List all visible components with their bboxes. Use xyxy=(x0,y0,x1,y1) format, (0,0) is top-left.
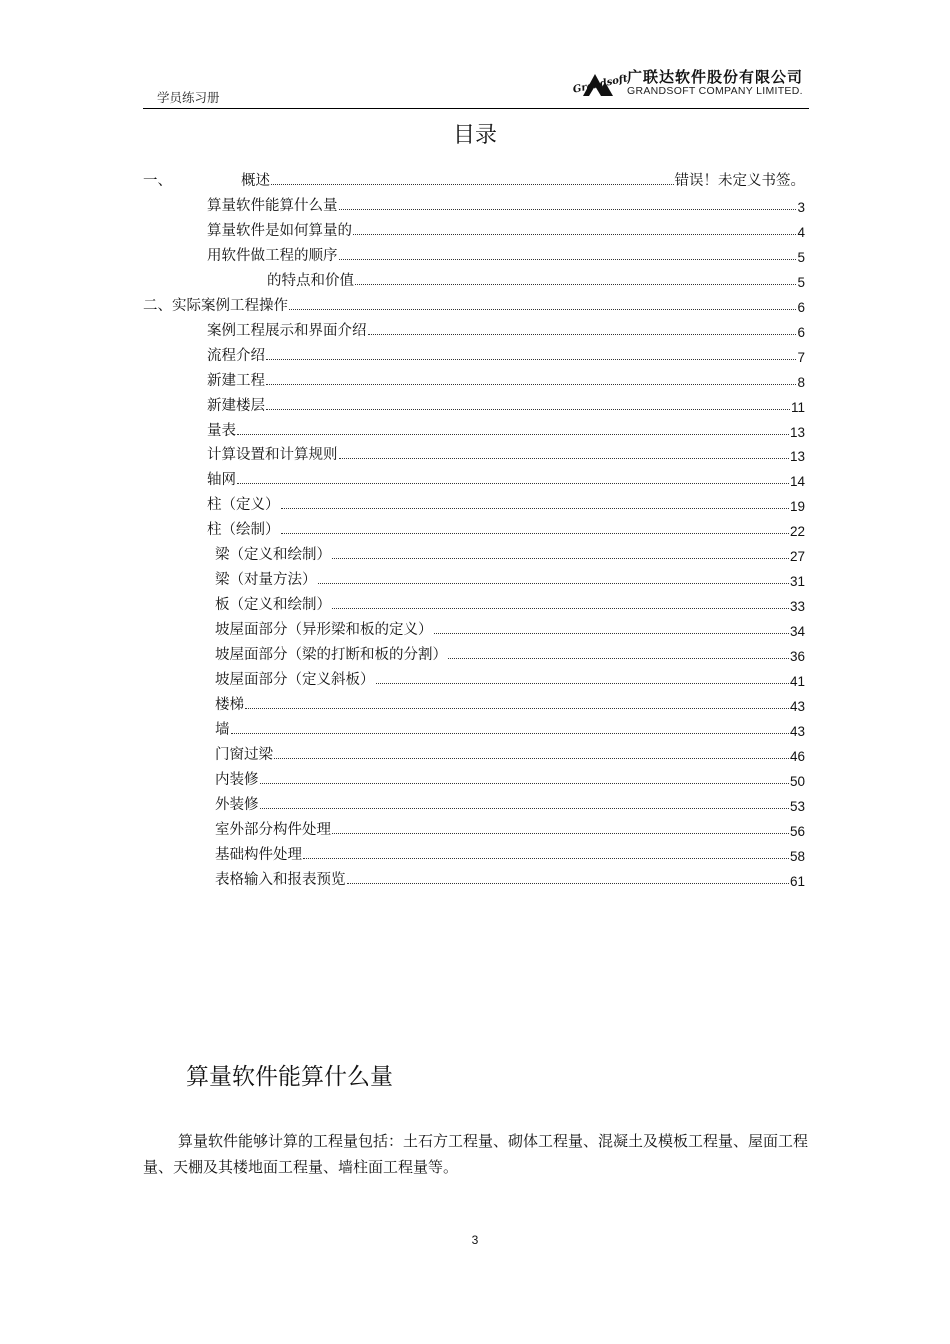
toc-leader-dots xyxy=(353,234,796,235)
toc-entry-label: 梁（定义和绘制） xyxy=(215,547,331,564)
toc-leader-dots xyxy=(318,583,789,584)
toc-entry-label: 新建楼层 xyxy=(207,397,265,414)
toc-leader-dots xyxy=(339,209,797,210)
toc-entry[interactable] xyxy=(215,539,805,564)
toc-entry[interactable] xyxy=(207,315,805,340)
toc-entry-page: 46 xyxy=(789,748,805,764)
toc-entry-number: 一、 xyxy=(143,173,172,189)
toc-entry-label: 算量软件是如何算量的 xyxy=(207,222,352,239)
toc-entry-page: 36 xyxy=(789,649,805,665)
toc-entry-page: 58 xyxy=(789,848,805,864)
page-header xyxy=(143,62,809,109)
toc-leader-dots xyxy=(289,309,796,310)
toc-entry[interactable] xyxy=(143,290,805,315)
toc-entry[interactable] xyxy=(215,614,805,639)
toc-entry-page: 6 xyxy=(797,324,805,340)
toc-leader-dots xyxy=(332,558,789,559)
toc-leader-dots xyxy=(347,883,789,884)
toc-entry[interactable] xyxy=(215,814,805,839)
toc-entry[interactable] xyxy=(215,764,805,789)
toc-leader-dots xyxy=(237,483,789,484)
toc-entry-label: 新建工程 xyxy=(207,372,265,389)
toc-entry-page: 13 xyxy=(789,449,805,465)
toc-leader-dots xyxy=(266,384,796,385)
toc-entry[interactable] xyxy=(215,714,805,739)
toc-leader-dots xyxy=(245,708,789,709)
toc-entry-page: 43 xyxy=(789,723,805,739)
toc-entry-label: 内装修 xyxy=(215,771,259,788)
toc-entry-label: 室外部分构件处理 xyxy=(215,821,331,838)
toc-entry[interactable] xyxy=(207,215,805,240)
toc-entry-label: 柱（定义） xyxy=(207,497,280,514)
toc-leader-dots xyxy=(376,683,789,684)
toc-entry-label: 梁（对量方法） xyxy=(215,572,317,589)
toc-entry-page: 50 xyxy=(789,773,805,789)
toc-entry-label: 坡屋面部分（梁的打断和板的分割） xyxy=(215,647,447,664)
toc-entry-page: 5 xyxy=(797,249,805,265)
toc-leader-dots xyxy=(339,458,789,459)
toc-entry-label: 板（定义和绘制） xyxy=(215,597,331,614)
toc-entry[interactable] xyxy=(215,864,805,889)
toc-entry[interactable] xyxy=(207,464,805,489)
toc-leader-dots xyxy=(266,409,790,410)
toc-leader-dots xyxy=(448,658,789,659)
toc-leader-dots xyxy=(281,508,789,509)
toc-entry-label: 楼梯 xyxy=(215,696,244,713)
toc-entry[interactable] xyxy=(207,365,805,390)
toc-leader-dots xyxy=(237,434,789,435)
toc-entry-page: 41 xyxy=(789,674,805,689)
toc-entry-label: 柱（绘制） xyxy=(207,522,280,539)
toc-entry-page: 6 xyxy=(797,299,805,315)
toc-entry[interactable] xyxy=(143,165,805,190)
toc-leader-dots xyxy=(231,733,789,734)
toc-entry[interactable] xyxy=(215,789,805,814)
body-paragraph: 算量软件能够计算的工程量包括：土石方工程量、砌体工程量、混凝土及模板工程量、屋面工程量、天棚及其楼地面工程量、墙柱面工程量等。 xyxy=(143,1132,809,1176)
toc-entry-label: 坡屋面部分（异形梁和板的定义） xyxy=(215,622,433,639)
toc-entry-page: 7 xyxy=(797,349,805,365)
toc-entry-label: 计算设置和计算规则 xyxy=(207,447,338,464)
grandsoft-logo-icon xyxy=(571,68,629,98)
toc-entry-page: 19 xyxy=(789,499,805,515)
toc-entry[interactable] xyxy=(215,639,805,664)
toc-leader-dots xyxy=(339,259,797,260)
toc-entry[interactable] xyxy=(267,265,805,290)
toc-leader-dots xyxy=(266,359,796,360)
toc-entry-page: 31 xyxy=(789,574,805,590)
toc-entry-label: 基础构件处理 xyxy=(215,846,302,863)
toc-entry-label: 门窗过梁 xyxy=(215,746,273,763)
toc-entry-label: 外装修 xyxy=(215,796,259,813)
toc-leader-dots xyxy=(260,808,789,809)
toc-entry[interactable] xyxy=(207,190,805,215)
toc-entry-label: 轴网 xyxy=(207,472,236,489)
toc-entry-label: 的特点和价值 xyxy=(267,272,354,289)
toc-entry-label: 概述 xyxy=(241,173,270,189)
toc-entry[interactable] xyxy=(215,589,805,614)
toc-entry-page: 61 xyxy=(789,873,805,889)
toc-leader-dots xyxy=(271,184,674,185)
toc-entry-page: 53 xyxy=(789,798,805,814)
toc-entry[interactable] xyxy=(215,739,805,764)
toc-entry-label: 坡屋面部分（定义斜板） xyxy=(215,672,375,688)
svg-text:Grandsoft: Grandsoft xyxy=(571,73,629,96)
toc-entry-page: 14 xyxy=(789,474,805,490)
toc-entry-page: 错误！未定义书签。 xyxy=(674,173,805,189)
company-name-cn: 广联达软件股份有限公司 xyxy=(627,68,804,86)
toc-entry-page: 8 xyxy=(797,374,805,390)
toc-entry-label: 量表 xyxy=(207,422,236,439)
toc-leader-dots xyxy=(260,783,789,784)
toc-leader-dots xyxy=(355,284,796,285)
toc-entry-label: 表格输入和报表预览 xyxy=(215,871,346,888)
toc-entry-label: 用软件做工程的顺序 xyxy=(207,247,338,264)
toc-leader-dots xyxy=(281,533,789,534)
toc-leader-dots xyxy=(368,334,797,335)
toc-entry[interactable] xyxy=(215,564,805,589)
toc-entry-page: 4 xyxy=(797,224,805,240)
toc-entry[interactable] xyxy=(215,839,805,864)
toc-entry[interactable] xyxy=(215,689,805,714)
toc-entry-page: 56 xyxy=(789,823,805,839)
toc-entry[interactable] xyxy=(207,390,805,415)
page-number: 3 xyxy=(471,1233,479,1247)
toc-entry-label: 案例工程展示和界面介绍 xyxy=(207,322,367,339)
toc-entry-label: 流程介绍 xyxy=(207,347,265,364)
toc-leader-dots xyxy=(332,833,789,834)
toc-entry-page: 13 xyxy=(789,424,805,440)
toc-entry-page: 11 xyxy=(790,399,805,415)
toc-entry[interactable] xyxy=(207,514,805,539)
toc-entry[interactable] xyxy=(207,489,805,514)
toc-entry-label: 二、实际案例工程操作 xyxy=(143,297,288,314)
toc-entry-label: 墙 xyxy=(215,721,230,738)
company-name-en: GRANDSOFT COMPANY LIMITED. xyxy=(627,85,803,97)
toc-leader-dots xyxy=(332,608,789,609)
toc-entry[interactable] xyxy=(207,240,805,265)
toc-entry-page: 33 xyxy=(789,599,805,615)
toc-entry-page: 5 xyxy=(797,274,805,290)
toc-leader-dots xyxy=(274,758,789,759)
toc-entry[interactable] xyxy=(207,439,805,464)
toc-entry-page: 34 xyxy=(789,624,805,640)
toc-entry-page: 43 xyxy=(789,698,805,714)
toc-entry[interactable] xyxy=(215,664,805,689)
toc-entry-page: 22 xyxy=(789,524,805,540)
section-heading: 算量软件能算什么量 xyxy=(186,1064,393,1090)
company-logo xyxy=(571,66,804,100)
toc-leader-dots xyxy=(434,633,789,634)
toc-entry[interactable] xyxy=(207,415,805,440)
toc-entry[interactable] xyxy=(207,340,805,365)
header-title: 学员练习册 xyxy=(157,90,220,105)
toc-leader-dots xyxy=(303,858,789,859)
toc-entry-page: 3 xyxy=(797,199,805,215)
toc-title: 目录 xyxy=(452,123,497,148)
toc-entry-label: 算量软件能算什么量 xyxy=(207,197,338,214)
toc-entry-page: 27 xyxy=(789,549,805,565)
